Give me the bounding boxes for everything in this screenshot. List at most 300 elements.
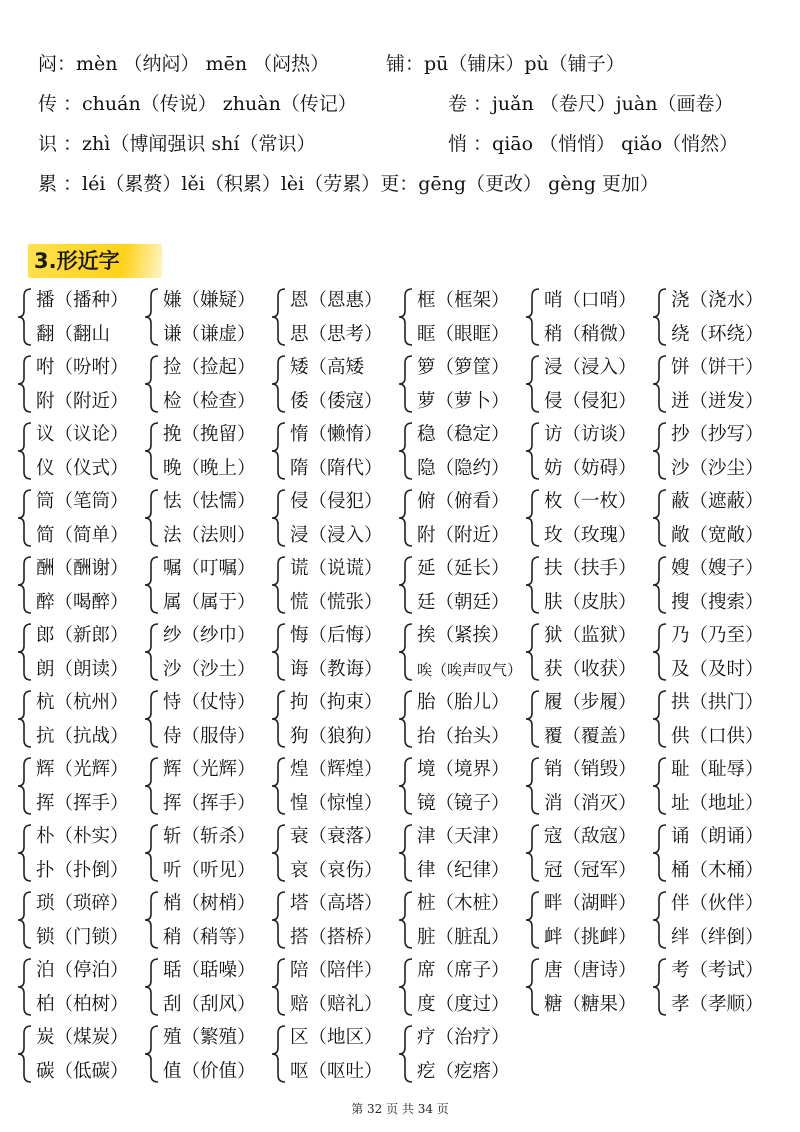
pair-bottom-entry: 赔（赔礼） <box>290 994 383 1015</box>
grid-row <box>16 753 786 820</box>
grid-row <box>16 619 786 686</box>
character-pair <box>524 552 652 619</box>
pair-bottom-entry: 侵（侵犯） <box>544 391 637 412</box>
pair-bottom-entry: 醉（喝醉） <box>36 592 129 613</box>
pair-top-entry: 浸（浸入） <box>544 357 637 378</box>
pair-top-entry: 访（访谈） <box>544 424 637 445</box>
pair-bottom-entry: 廷（朝廷） <box>417 592 510 613</box>
curly-brace-icon <box>143 756 161 816</box>
curly-brace-icon <box>270 488 288 548</box>
character-pair <box>16 1021 144 1088</box>
pair-top-entry: 履（步履） <box>544 692 637 713</box>
pair-top-entry: 扶（扶手） <box>544 558 637 579</box>
pair-bottom-entry: 稍（稍等） <box>163 927 256 948</box>
pair-bottom-entry: 桶（木桶） <box>671 860 764 881</box>
pair-top-entry: 惰（懒惰） <box>290 424 383 445</box>
pair-bottom-entry: 消（消灭） <box>544 793 637 814</box>
pair-top-entry: 嘱（叮嘱） <box>163 558 256 579</box>
curly-brace-icon <box>143 287 161 347</box>
pair-top-entry: 畔（湖畔） <box>544 893 637 914</box>
curly-brace-icon <box>16 555 34 615</box>
character-pair <box>651 284 779 351</box>
pair-top-entry: 津（天津） <box>417 826 510 847</box>
character-pair <box>143 619 271 686</box>
character-pair <box>270 753 398 820</box>
pair-bottom-entry: 搜（搜索） <box>671 592 764 613</box>
pair-bottom-entry: 呕（呕吐） <box>290 1061 383 1082</box>
pair-bottom-entry: 扑（扑倒） <box>36 860 129 881</box>
curly-brace-icon <box>651 823 669 883</box>
character-pair <box>397 1021 525 1088</box>
pair-top-entry: 俯（俯看） <box>417 491 510 512</box>
pair-top-entry: 枚（一枚） <box>544 491 637 512</box>
pair-top-entry: 斩（斩杀） <box>163 826 256 847</box>
character-pair <box>143 284 271 351</box>
curly-brace-icon <box>524 354 542 414</box>
character-pair <box>16 284 144 351</box>
pair-bottom-entry: 晚（晚上） <box>163 458 256 479</box>
character-pair <box>651 753 779 820</box>
character-pair <box>524 619 652 686</box>
curly-brace-icon <box>524 555 542 615</box>
character-pair <box>397 284 525 351</box>
character-pair <box>524 820 652 887</box>
pair-top-entry: 席（席子） <box>417 960 510 981</box>
pair-bottom-entry: 刮（刮风） <box>163 994 256 1015</box>
pair-top-entry: 狱（监狱） <box>544 625 637 646</box>
pair-bottom-entry: 眶（眼眶） <box>417 324 510 345</box>
curly-brace-icon <box>524 957 542 1017</box>
pair-bottom-entry: 供（口供） <box>671 726 764 747</box>
character-pair <box>651 418 779 485</box>
pair-top-entry: 捡（捡起） <box>163 357 256 378</box>
curly-brace-icon <box>16 287 34 347</box>
pronunciation-left: 闷：mèn （纳闷） mēn （闷热） <box>38 53 330 75</box>
character-pair <box>397 619 525 686</box>
pair-top-entry: 炭（煤炭） <box>36 1027 129 1048</box>
pair-bottom-entry: 冠（冠军） <box>544 860 637 881</box>
character-pair <box>651 619 779 686</box>
character-pair <box>524 686 652 753</box>
character-pair <box>16 485 144 552</box>
pronunciation-left: 传 ：chuán（传说） zhuàn（传记） <box>38 93 357 115</box>
pair-bottom-entry: 敞（宽敞） <box>671 525 764 546</box>
character-pair <box>270 418 398 485</box>
pair-bottom-entry: 绕（环绕） <box>671 324 764 345</box>
pronunciation-row <box>38 168 780 208</box>
curly-brace-icon <box>16 890 34 950</box>
grid-row <box>16 351 786 418</box>
character-pair <box>16 820 144 887</box>
character-pair <box>270 1021 398 1088</box>
character-pair <box>270 619 398 686</box>
pair-top-entry: 聒（聒噪） <box>163 960 256 981</box>
pair-bottom-entry: 镜（镜子） <box>417 793 510 814</box>
pair-bottom-entry: 隐（隐约） <box>417 458 510 479</box>
pair-top-entry: 乃（乃至） <box>671 625 764 646</box>
pair-bottom-entry: 搭（搭桥） <box>290 927 383 948</box>
pair-bottom-entry: 检（检查） <box>163 391 256 412</box>
pair-bottom-entry: 萝（萝卜） <box>417 391 510 412</box>
curly-brace-icon <box>270 622 288 682</box>
curly-brace-icon <box>651 488 669 548</box>
pair-bottom-entry: 附（附近） <box>36 391 129 412</box>
pair-bottom-entry: 听（听见） <box>163 860 256 881</box>
pair-bottom-entry: 迸（迸发） <box>671 391 764 412</box>
pair-top-entry: 胎（胎儿） <box>417 692 510 713</box>
pair-top-entry: 桩（木桩） <box>417 893 510 914</box>
curly-brace-icon <box>16 957 34 1017</box>
pair-top-entry: 框（框架） <box>417 290 510 311</box>
pair-top-entry: 纱（纱巾） <box>163 625 256 646</box>
curly-brace-icon <box>143 622 161 682</box>
pair-bottom-entry: 法（法则） <box>163 525 256 546</box>
pair-top-entry: 恩（恩惠） <box>290 290 383 311</box>
pronunciation-row <box>38 48 780 88</box>
pair-bottom-entry: 值（价值） <box>163 1061 256 1082</box>
curly-brace-icon <box>16 756 34 816</box>
pair-bottom-entry: 疙（疙瘩） <box>417 1061 510 1082</box>
pair-bottom-entry: 思（思考） <box>290 324 383 345</box>
pair-bottom-entry: 律（纪律） <box>417 860 510 881</box>
grid-row <box>16 552 786 619</box>
pair-top-entry: 琐（琐碎） <box>36 893 129 914</box>
curly-brace-icon <box>16 1024 34 1084</box>
pronunciation-row <box>38 128 780 168</box>
pair-top-entry: 恃（仗恃） <box>163 692 256 713</box>
character-pair <box>270 820 398 887</box>
grid-row <box>16 954 786 1021</box>
pair-top-entry: 辉（光辉） <box>36 759 129 780</box>
grid-row <box>16 820 786 887</box>
curly-brace-icon <box>143 555 161 615</box>
curly-brace-icon <box>524 689 542 749</box>
curly-brace-icon <box>270 689 288 749</box>
pronunciation-right: 铺：pū（铺床）pù（铺子） <box>386 53 625 75</box>
character-pair <box>651 485 779 552</box>
curly-brace-icon <box>270 287 288 347</box>
pair-bottom-entry: 谦（谦虚） <box>163 324 256 345</box>
curly-brace-icon <box>270 421 288 481</box>
pair-bottom-entry: 挥（挥手） <box>163 793 256 814</box>
character-pair <box>143 1021 271 1088</box>
pair-bottom-entry: 度（度过） <box>417 994 510 1015</box>
pronunciation-right: 卷 ：juǎn （卷尺）juàn（画卷） <box>448 93 734 115</box>
pair-bottom-entry: 唉（唉声叹气） <box>417 661 523 679</box>
curly-brace-icon <box>143 1024 161 1084</box>
pair-top-entry: 耻（耻辱） <box>671 759 764 780</box>
character-pair <box>397 552 525 619</box>
curly-brace-icon <box>524 622 542 682</box>
curly-brace-icon <box>16 488 34 548</box>
pair-top-entry: 蔽（遮蔽） <box>671 491 764 512</box>
curly-brace-icon <box>270 823 288 883</box>
pair-top-entry: 寇（敌寇） <box>544 826 637 847</box>
pair-top-entry: 延（延长） <box>417 558 510 579</box>
pair-top-entry: 浇（浇水） <box>671 290 764 311</box>
pair-bottom-entry: 简（简单） <box>36 525 129 546</box>
curly-brace-icon <box>397 421 415 481</box>
pair-bottom-entry: 碳（低碳） <box>36 1061 129 1082</box>
character-pair <box>524 284 652 351</box>
pair-top-entry: 诵（朗诵） <box>671 826 764 847</box>
curly-brace-icon <box>270 1024 288 1084</box>
curly-brace-icon <box>143 488 161 548</box>
curly-brace-icon <box>397 890 415 950</box>
curly-brace-icon <box>397 354 415 414</box>
pronunciation-section <box>38 48 780 208</box>
character-pair <box>524 418 652 485</box>
pair-top-entry: 怯（怯懦） <box>163 491 256 512</box>
pair-bottom-entry: 慌（慌张） <box>290 592 383 613</box>
character-pair <box>524 887 652 954</box>
curly-brace-icon <box>651 354 669 414</box>
character-pair <box>397 686 525 753</box>
character-pair <box>397 820 525 887</box>
pair-top-entry: 挽（挽留） <box>163 424 256 445</box>
curly-brace-icon <box>270 890 288 950</box>
pair-top-entry: 疗（治疗） <box>417 1027 510 1048</box>
grid-row <box>16 418 786 485</box>
pair-top-entry: 销（销毁） <box>544 759 637 780</box>
similar-characters-grid <box>16 284 786 1088</box>
character-pair <box>143 485 271 552</box>
pronunciation-right: 悄 ：qiāo （悄悄） qiǎo（悄然） <box>448 133 739 155</box>
character-pair <box>143 887 271 954</box>
character-pair <box>524 351 652 418</box>
pair-top-entry: 谎（说谎） <box>290 558 383 579</box>
curly-brace-icon <box>524 756 542 816</box>
pair-bottom-entry: 朗（朗读） <box>36 659 129 680</box>
character-pair <box>651 686 779 753</box>
character-pair <box>270 284 398 351</box>
curly-brace-icon <box>397 287 415 347</box>
pair-top-entry: 伴（伙伴） <box>671 893 764 914</box>
curly-brace-icon <box>651 689 669 749</box>
pair-bottom-entry: 沙（沙土） <box>163 659 256 680</box>
pair-top-entry: 矮（高矮 <box>290 357 365 378</box>
pair-top-entry: 殖（繁殖） <box>163 1027 256 1048</box>
pair-top-entry: 嫂（嫂子） <box>671 558 764 579</box>
character-pair <box>397 418 525 485</box>
page-footer: 第 32 页 共 34 页 <box>351 1102 449 1116</box>
pair-top-entry: 杭（杭州） <box>36 692 129 713</box>
pair-bottom-entry: 脏（脏乱） <box>417 927 510 948</box>
character-pair <box>397 954 525 1021</box>
pair-top-entry: 衰（衰落） <box>290 826 383 847</box>
pair-bottom-entry: 翻（翻山 <box>36 324 111 345</box>
curly-brace-icon <box>651 890 669 950</box>
curly-brace-icon <box>651 756 669 816</box>
curly-brace-icon <box>524 823 542 883</box>
pair-top-entry: 嫌（嫌疑） <box>163 290 256 311</box>
pair-top-entry: 陪（陪伴） <box>290 960 383 981</box>
character-pair <box>270 552 398 619</box>
curly-brace-icon <box>651 421 669 481</box>
curly-brace-icon <box>143 689 161 749</box>
pair-top-entry: 区（地区） <box>290 1027 383 1048</box>
pair-bottom-entry: 仪（仪式） <box>36 458 129 479</box>
pair-top-entry: 拘（拘束） <box>290 692 383 713</box>
pair-bottom-entry: 抬（抬头） <box>417 726 510 747</box>
pair-bottom-entry: 狗（狼狗） <box>290 726 383 747</box>
curly-brace-icon <box>16 823 34 883</box>
section-title: 3.形近字 <box>28 244 162 278</box>
grid-row <box>16 284 786 351</box>
pair-bottom-entry: 抗（抗战） <box>36 726 129 747</box>
curly-brace-icon <box>397 689 415 749</box>
curly-brace-icon <box>143 823 161 883</box>
character-pair <box>270 351 398 418</box>
curly-brace-icon <box>397 957 415 1017</box>
curly-brace-icon <box>397 1024 415 1084</box>
curly-brace-icon <box>397 555 415 615</box>
character-pair <box>16 351 144 418</box>
curly-brace-icon <box>397 756 415 816</box>
pair-top-entry: 稳（稳定） <box>417 424 510 445</box>
pair-bottom-entry: 隋（隋代） <box>290 458 383 479</box>
curly-brace-icon <box>524 488 542 548</box>
curly-brace-icon <box>397 823 415 883</box>
pair-bottom-entry: 址（地址） <box>671 793 764 814</box>
curly-brace-icon <box>651 957 669 1017</box>
pair-bottom-entry: 获（收获） <box>544 659 637 680</box>
pair-top-entry: 议（议论） <box>36 424 129 445</box>
character-pair <box>143 552 271 619</box>
pair-top-entry: 塔（高塔） <box>290 893 383 914</box>
character-pair <box>270 485 398 552</box>
character-pair <box>651 954 779 1021</box>
pair-bottom-entry: 哀（哀伤） <box>290 860 383 881</box>
character-pair <box>16 418 144 485</box>
character-pair <box>270 887 398 954</box>
curly-brace-icon <box>143 354 161 414</box>
curly-brace-icon <box>16 622 34 682</box>
curly-brace-icon <box>16 689 34 749</box>
curly-brace-icon <box>524 287 542 347</box>
character-pair <box>524 485 652 552</box>
pair-bottom-entry: 覆（覆盖） <box>544 726 637 747</box>
pair-top-entry: 筒（笔筒） <box>36 491 129 512</box>
pair-top-entry: 朴（朴实） <box>36 826 129 847</box>
pair-top-entry: 悔（后悔） <box>290 625 383 646</box>
curly-brace-icon <box>524 890 542 950</box>
character-pair <box>16 954 144 1021</box>
pair-top-entry: 境（境界） <box>417 759 510 780</box>
pronunciation-row <box>38 88 780 128</box>
pair-bottom-entry: 玫（玫瑰） <box>544 525 637 546</box>
pair-top-entry: 郎（新郎） <box>36 625 129 646</box>
curly-brace-icon <box>270 957 288 1017</box>
pronunciation-left: 累 ：léi（累赘）lěi（积累）lèi（劳累）更：gēng（更改） gèng 更加） <box>38 173 659 195</box>
pair-top-entry: 酬（酬谢） <box>36 558 129 579</box>
character-pair <box>16 552 144 619</box>
pair-bottom-entry: 孝（孝顺） <box>671 994 764 1015</box>
pair-top-entry: 梢（树梢） <box>163 893 256 914</box>
pair-top-entry: 煌（辉煌） <box>290 759 383 780</box>
curly-brace-icon <box>16 354 34 414</box>
pair-bottom-entry: 浸（浸入） <box>290 525 383 546</box>
curly-brace-icon <box>397 622 415 682</box>
pair-bottom-entry: 侍（服侍） <box>163 726 256 747</box>
curly-brace-icon <box>143 957 161 1017</box>
pair-bottom-entry: 锁（门锁） <box>36 927 129 948</box>
character-pair <box>143 686 271 753</box>
pair-top-entry: 侵（侵犯） <box>290 491 383 512</box>
pair-bottom-entry: 柏（柏树） <box>36 994 129 1015</box>
curly-brace-icon <box>143 890 161 950</box>
pair-bottom-entry: 沙（沙尘） <box>671 458 764 479</box>
pair-top-entry: 泊（停泊） <box>36 960 129 981</box>
grid-row <box>16 485 786 552</box>
pair-bottom-entry: 惶（惊惶） <box>290 793 383 814</box>
character-pair <box>143 954 271 1021</box>
curly-brace-icon <box>270 354 288 414</box>
pair-top-entry: 箩（箩筐） <box>417 357 510 378</box>
character-pair <box>524 753 652 820</box>
pair-top-entry: 抄（抄写） <box>671 424 764 445</box>
pair-top-entry: 唐（唐诗） <box>544 960 637 981</box>
character-pair <box>16 686 144 753</box>
grid-row <box>16 887 786 954</box>
character-pair <box>143 753 271 820</box>
pair-top-entry: 拱（拱门） <box>671 692 764 713</box>
character-pair <box>397 887 525 954</box>
pair-top-entry: 咐（吩咐） <box>36 357 129 378</box>
pair-bottom-entry: 诲（教诲） <box>290 659 383 680</box>
pair-bottom-entry: 附（附近） <box>417 525 510 546</box>
character-pair <box>397 351 525 418</box>
pair-bottom-entry: 绊（绊倒） <box>671 927 764 948</box>
character-pair <box>397 485 525 552</box>
character-pair <box>651 820 779 887</box>
character-pair <box>143 820 271 887</box>
pair-bottom-entry: 肤（皮肤） <box>544 592 637 613</box>
pronunciation-left: 识 ：zhì（博闻强识 shí（常识） <box>38 133 316 155</box>
grid-row <box>16 1021 786 1088</box>
character-pair <box>16 619 144 686</box>
curly-brace-icon <box>651 287 669 347</box>
pair-bottom-entry: 挥（挥手） <box>36 793 129 814</box>
character-pair <box>16 887 144 954</box>
pair-top-entry: 哨（口哨） <box>544 290 637 311</box>
pair-bottom-entry: 妨（妨碍） <box>544 458 637 479</box>
curly-brace-icon <box>651 622 669 682</box>
curly-brace-icon <box>524 421 542 481</box>
character-pair <box>270 686 398 753</box>
pair-bottom-entry: 糖（糖果） <box>544 994 637 1015</box>
curly-brace-icon <box>16 421 34 481</box>
pair-top-entry: 播（播种） <box>36 290 129 311</box>
character-pair <box>651 887 779 954</box>
character-pair <box>143 418 271 485</box>
pair-top-entry: 考（考试） <box>671 960 764 981</box>
curly-brace-icon <box>270 756 288 816</box>
curly-brace-icon <box>651 555 669 615</box>
pair-top-entry: 辉（光辉） <box>163 759 256 780</box>
curly-brace-icon <box>397 488 415 548</box>
pair-bottom-entry: 属（属于） <box>163 592 256 613</box>
character-pair <box>524 954 652 1021</box>
character-pair <box>651 552 779 619</box>
character-pair <box>16 753 144 820</box>
pair-top-entry: 挨（紧挨） <box>417 625 510 646</box>
grid-row <box>16 686 786 753</box>
pair-bottom-entry: 及（及时） <box>671 659 764 680</box>
character-pair <box>270 954 398 1021</box>
pair-bottom-entry: 稍（稍微） <box>544 324 637 345</box>
pair-top-entry: 饼（饼干） <box>671 357 764 378</box>
